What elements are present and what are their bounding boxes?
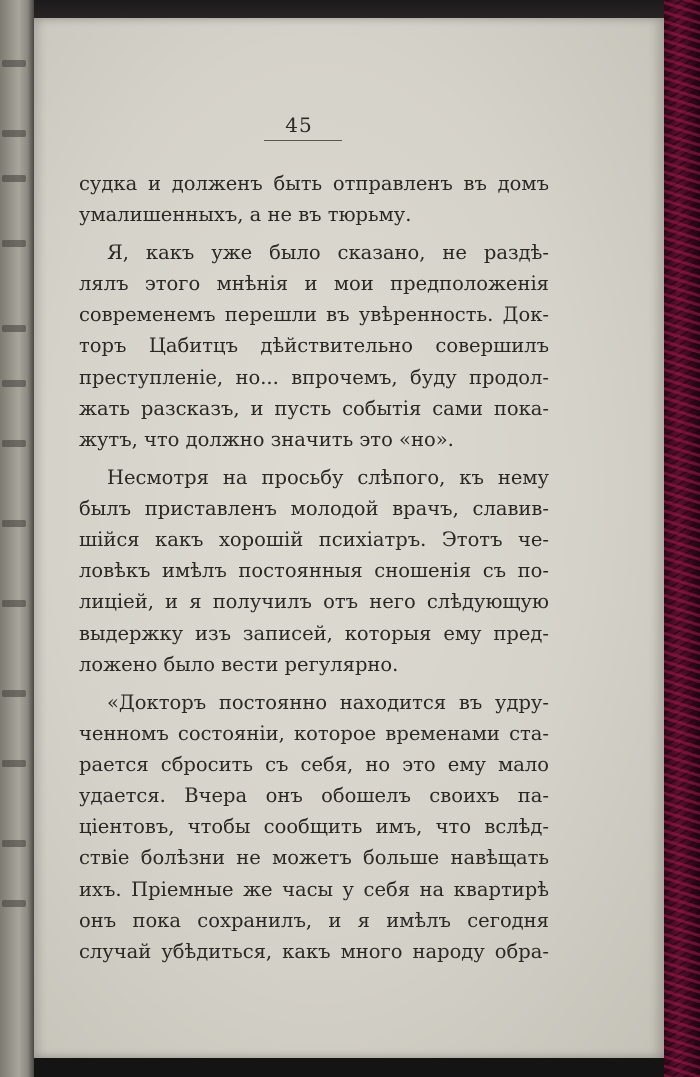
text-line: лялъ этого мнѣнія и мои предположенія (79, 272, 549, 296)
bleed-through-text-mark (2, 440, 26, 447)
page-body-text (79, 168, 549, 974)
text-line: ціентовъ, чтобы сообщить имъ, что вслѣд- (79, 815, 549, 839)
text-line: торъ Цабитцъ дѣйствительно совершилъ (79, 334, 549, 358)
text-line: Я, какъ уже было сказано, не раздѣ- (107, 240, 549, 264)
text-line: былъ приставленъ молодой врачъ, славив- (79, 496, 549, 520)
page-number: 45 (285, 113, 313, 137)
bleed-through-text-mark (2, 60, 26, 67)
text-line: судка и долженъ быть отправленъ въ домъ (79, 172, 549, 195)
bleed-through-text-mark (2, 760, 26, 767)
text-line: ствіе болѣзни не можетъ больше навѣщать (79, 846, 549, 870)
bleed-through-text-mark (2, 175, 26, 182)
text-line: жутъ, что должно значить это «но». (79, 428, 454, 451)
bleed-through-text-mark (2, 380, 26, 387)
paragraph (79, 687, 549, 968)
paragraph (79, 462, 549, 680)
paragraph (79, 168, 549, 230)
text-line: жать разсказъ, и пусть событія сами пока- (79, 396, 549, 420)
bleed-through-text-mark (2, 520, 26, 527)
text-line: Несмотря на просьбу слѣпого, къ нему (107, 465, 549, 489)
text-line: ихъ. Пріемные же часы у себя на квартирѣ (79, 877, 549, 901)
text-line: удается. Вчера онъ обошелъ своихъ па- (79, 784, 549, 808)
bleed-through-text-mark (2, 900, 26, 907)
page-number-rule (264, 140, 342, 141)
text-line: современемъ перешли въ увѣренность. Док- (79, 303, 549, 327)
bleed-through-text-mark (2, 600, 26, 607)
text-line: преступленіе, но... впрочемъ, буду продол- (79, 365, 549, 389)
bleed-through-text-mark (2, 325, 26, 332)
bleed-through-text-mark (2, 690, 26, 697)
text-line: онъ пока сохранилъ, и я имѣлъ сегодня (79, 908, 549, 932)
text-line: выдержку изъ записей, которыя ему пред- (79, 621, 549, 645)
text-line: умалишенныхъ, а не въ тюрьму. (79, 203, 412, 227)
text-line: ложено было вести регулярно. (79, 652, 399, 676)
bleed-through-text-mark (2, 240, 26, 247)
book-cover-edge (664, 0, 700, 1077)
text-line: «Докторъ постоянно находится въ удру- (107, 690, 549, 714)
book-page (34, 18, 664, 1058)
text-line: шійся какъ хорошій психіатръ. Этотъ че- (79, 528, 549, 552)
text-line: случай убѣдиться, какъ много народу обра- (79, 940, 549, 963)
text-line: рается сбросить съ себя, но это ему мало (79, 752, 549, 776)
paragraph (79, 237, 549, 455)
bleed-through-text-mark (2, 840, 26, 847)
bleed-through-text-mark (2, 130, 26, 137)
previous-page-edge (0, 0, 34, 1077)
text-line: ловѣкъ имѣлъ постоянныя сношенія съ по- (79, 559, 549, 583)
text-line: лиціей, и я получилъ отъ него слѣдующую (79, 590, 549, 614)
text-line: ченномъ состояніи, которое временами ста- (79, 721, 549, 745)
